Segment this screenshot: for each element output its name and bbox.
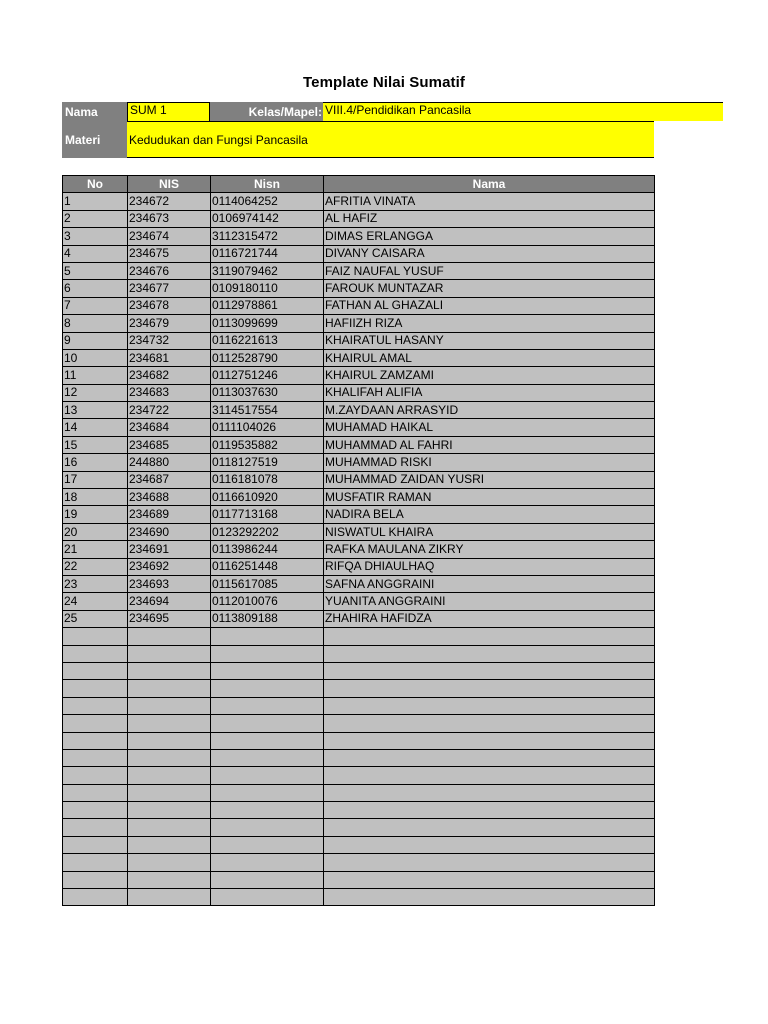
cell-nis[interactable]: 234678: [128, 297, 211, 314]
cell-nisn[interactable]: 3112315472: [211, 228, 324, 245]
table-row: [63, 523, 655, 540]
empty-table-row: [63, 732, 655, 749]
cell-nama[interactable]: [324, 871, 655, 888]
empty-table-row: [63, 836, 655, 853]
cell-nama[interactable]: [324, 715, 655, 732]
col-header-nama[interactable]: Nama: [324, 176, 655, 193]
cell-nis[interactable]: [128, 732, 211, 749]
page-title: Template Nilai Sumatif: [303, 74, 465, 91]
table-row: [63, 245, 655, 262]
cell-nis[interactable]: [128, 767, 211, 784]
cell-nisn[interactable]: [211, 645, 324, 662]
kelas-label: Kelas/Mapel:: [210, 102, 323, 121]
cell-nisn[interactable]: [211, 715, 324, 732]
empty-table-row: [63, 628, 655, 645]
cell-nisn[interactable]: 0114064252: [211, 193, 324, 210]
cell-nama[interactable]: [324, 628, 655, 645]
table-row: [63, 315, 655, 332]
empty-table-row: [63, 854, 655, 871]
cell-nis[interactable]: 234683: [128, 384, 211, 401]
empty-table-row: [63, 645, 655, 662]
cell-nama[interactable]: MUHAMMAD AL FAHRI: [324, 436, 655, 453]
cell-nama[interactable]: RAFKA MAULANA ZIKRY: [324, 541, 655, 558]
cell-nama[interactable]: MUHAMMAD RISKI: [324, 454, 655, 471]
cell-no[interactable]: 9: [63, 332, 128, 349]
cell-nisn[interactable]: [211, 680, 324, 697]
cell-nama[interactable]: RIFQA DHIAULHAQ: [324, 558, 655, 575]
table-row: [63, 349, 655, 366]
cell-nama[interactable]: AFRITIA VINATA: [324, 193, 655, 210]
cell-no[interactable]: 13: [63, 402, 128, 419]
cell-no[interactable]: 2: [63, 210, 128, 227]
cell-nis[interactable]: 234681: [128, 349, 211, 366]
cell-no[interactable]: 24: [63, 593, 128, 610]
cell-nisn[interactable]: 0113099699: [211, 315, 324, 332]
col-header-nisn[interactable]: Nisn: [211, 176, 324, 193]
table-row: [63, 541, 655, 558]
table-row: [63, 228, 655, 245]
cell-nisn[interactable]: [211, 836, 324, 853]
cell-no[interactable]: [63, 802, 128, 819]
col-header-no[interactable]: No: [63, 176, 128, 193]
cell-nis[interactable]: [128, 645, 211, 662]
table-row: [63, 280, 655, 297]
cell-nis[interactable]: 234674: [128, 228, 211, 245]
cell-nama[interactable]: NISWATUL KHAIRA: [324, 523, 655, 540]
empty-table-row: [63, 784, 655, 801]
cell-nis[interactable]: [128, 802, 211, 819]
cell-no[interactable]: 18: [63, 489, 128, 506]
table-row: [63, 332, 655, 349]
cell-nama[interactable]: [324, 749, 655, 766]
cell-nisn[interactable]: 0111104026: [211, 419, 324, 436]
nama-label: Nama: [62, 102, 127, 121]
table-body: [63, 193, 655, 906]
cell-nis[interactable]: 234690: [128, 523, 211, 540]
cell-nama[interactable]: FAIZ NAUFAL YUSUF: [324, 262, 655, 279]
cell-nis[interactable]: [128, 889, 211, 906]
cell-nis[interactable]: 234691: [128, 541, 211, 558]
table-row: [63, 575, 655, 592]
table-row: [63, 610, 655, 627]
cell-nis[interactable]: 234694: [128, 593, 211, 610]
cell-no[interactable]: 20: [63, 523, 128, 540]
cell-nis[interactable]: [128, 819, 211, 836]
cell-nisn[interactable]: 0113037630: [211, 384, 324, 401]
cell-no[interactable]: 21: [63, 541, 128, 558]
cell-nama[interactable]: [324, 889, 655, 906]
cell-nisn[interactable]: 0106974142: [211, 210, 324, 227]
cell-nis[interactable]: 234732: [128, 332, 211, 349]
cell-nis[interactable]: [128, 784, 211, 801]
cell-no[interactable]: 3: [63, 228, 128, 245]
cell-nisn[interactable]: 0112978861: [211, 297, 324, 314]
cell-nisn[interactable]: 0116221613: [211, 332, 324, 349]
cell-no[interactable]: [63, 715, 128, 732]
table-row: [63, 384, 655, 401]
cell-no[interactable]: 1: [63, 193, 128, 210]
cell-nis[interactable]: 234677: [128, 280, 211, 297]
cell-nis[interactable]: 234673: [128, 210, 211, 227]
cell-nama[interactable]: [324, 854, 655, 871]
cell-no[interactable]: [63, 819, 128, 836]
cell-no[interactable]: 17: [63, 471, 128, 488]
cell-nisn[interactable]: 0116721744: [211, 245, 324, 262]
cell-nama[interactable]: [324, 732, 655, 749]
table-row: [63, 471, 655, 488]
cell-nis[interactable]: [128, 749, 211, 766]
cell-nis[interactable]: [128, 715, 211, 732]
cell-no[interactable]: 7: [63, 297, 128, 314]
table-row: [63, 367, 655, 384]
cell-nama[interactable]: MUHAMAD HAIKAL: [324, 419, 655, 436]
cell-no[interactable]: [63, 749, 128, 766]
cell-nama[interactable]: NADIRA BELA: [324, 506, 655, 523]
table-row: [63, 436, 655, 453]
table-row: [63, 193, 655, 210]
cell-nama[interactable]: [324, 836, 655, 853]
cell-nisn[interactable]: [211, 889, 324, 906]
table-row: [63, 489, 655, 506]
cell-nama[interactable]: [324, 697, 655, 714]
cell-no[interactable]: 14: [63, 419, 128, 436]
cell-no[interactable]: 4: [63, 245, 128, 262]
cell-nisn[interactable]: [211, 697, 324, 714]
cell-nisn[interactable]: 3119079462: [211, 262, 324, 279]
cell-nisn[interactable]: [211, 732, 324, 749]
cell-nama[interactable]: [324, 819, 655, 836]
table-header-row: [63, 176, 655, 193]
table-row: [63, 506, 655, 523]
cell-nama[interactable]: [324, 767, 655, 784]
empty-table-row: [63, 767, 655, 784]
cell-no[interactable]: 10: [63, 349, 128, 366]
cell-nama[interactable]: KHALIFAH ALIFIA: [324, 384, 655, 401]
cell-nisn[interactable]: 0116251448: [211, 558, 324, 575]
empty-table-row: [63, 662, 655, 679]
cell-nama[interactable]: KHAIRATUL HASANY: [324, 332, 655, 349]
cell-no[interactable]: [63, 680, 128, 697]
cell-nama[interactable]: SAFNA ANGGRAINI: [324, 575, 655, 592]
cell-no[interactable]: [63, 784, 128, 801]
cell-nama[interactable]: MUSFATIR RAMAN: [324, 489, 655, 506]
cell-nama[interactable]: [324, 662, 655, 679]
cell-nis[interactable]: [128, 854, 211, 871]
cell-nis[interactable]: 234679: [128, 315, 211, 332]
cell-no[interactable]: 25: [63, 610, 128, 627]
cell-nama[interactable]: FATHAN AL GHAZALI: [324, 297, 655, 314]
cell-no[interactable]: [63, 854, 128, 871]
cell-nis[interactable]: 234689: [128, 506, 211, 523]
cell-nis[interactable]: [128, 836, 211, 853]
table-row: [63, 419, 655, 436]
materi-value[interactable]: Kedudukan dan Fungsi Pancasila: [127, 121, 654, 158]
cell-no[interactable]: [63, 697, 128, 714]
cell-nama[interactable]: KHAIRUL ZAMZAMI: [324, 367, 655, 384]
cell-nama[interactable]: [324, 680, 655, 697]
cell-nisn[interactable]: 0116181078: [211, 471, 324, 488]
cell-no[interactable]: [63, 732, 128, 749]
cell-nisn[interactable]: [211, 784, 324, 801]
cell-nis[interactable]: 234722: [128, 402, 211, 419]
cell-no[interactable]: 23: [63, 575, 128, 592]
cell-nisn[interactable]: 0116610920: [211, 489, 324, 506]
cell-nisn[interactable]: [211, 871, 324, 888]
cell-no[interactable]: 22: [63, 558, 128, 575]
table-row: [63, 454, 655, 471]
cell-no[interactable]: [63, 645, 128, 662]
empty-table-row: [63, 680, 655, 697]
cell-nama[interactable]: DIMAS ERLANGGA: [324, 228, 655, 245]
empty-table-row: [63, 871, 655, 888]
cell-nisn[interactable]: [211, 819, 324, 836]
cell-nis[interactable]: 234672: [128, 193, 211, 210]
cell-nis[interactable]: [128, 628, 211, 645]
cell-nisn[interactable]: [211, 749, 324, 766]
cell-no[interactable]: [63, 662, 128, 679]
cell-nama[interactable]: YUANITA ANGGRAINI: [324, 593, 655, 610]
cell-nama[interactable]: [324, 802, 655, 819]
cell-nama[interactable]: KHAIRUL AMAL: [324, 349, 655, 366]
cell-nisn[interactable]: 0119535882: [211, 436, 324, 453]
cell-nama[interactable]: ZHAHIRA HAFIDZA: [324, 610, 655, 627]
cell-nis[interactable]: 234684: [128, 419, 211, 436]
cell-nisn[interactable]: 0112528790: [211, 349, 324, 366]
cell-nisn[interactable]: [211, 767, 324, 784]
cell-nama[interactable]: AL HAFIZ: [324, 210, 655, 227]
cell-nis[interactable]: 234687: [128, 471, 211, 488]
cell-nisn[interactable]: [211, 854, 324, 871]
cell-no[interactable]: [63, 836, 128, 853]
cell-nama[interactable]: M.ZAYDAAN ARRASYID: [324, 402, 655, 419]
empty-table-row: [63, 749, 655, 766]
empty-table-row: [63, 715, 655, 732]
table-row: [63, 402, 655, 419]
cell-nisn[interactable]: 0109180110: [211, 280, 324, 297]
empty-table-row: [63, 889, 655, 906]
cell-nama[interactable]: [324, 645, 655, 662]
cell-nama[interactable]: HAFIIZH RIZA: [324, 315, 655, 332]
cell-nama[interactable]: FAROUK MUNTAZAR: [324, 280, 655, 297]
cell-nisn[interactable]: 0115617085: [211, 575, 324, 592]
cell-no[interactable]: 19: [63, 506, 128, 523]
cell-no[interactable]: 11: [63, 367, 128, 384]
cell-no[interactable]: [63, 889, 128, 906]
cell-nis[interactable]: 234682: [128, 367, 211, 384]
table-row: [63, 210, 655, 227]
nama-value[interactable]: SUM 1: [127, 102, 210, 121]
cell-no[interactable]: 15: [63, 436, 128, 453]
cell-nis[interactable]: 234692: [128, 558, 211, 575]
empty-table-row: [63, 802, 655, 819]
cell-nama[interactable]: [324, 784, 655, 801]
cell-nis[interactable]: 234693: [128, 575, 211, 592]
kelas-value[interactable]: VIII.4/Pendidikan Pancasila: [323, 102, 723, 121]
cell-no[interactable]: [63, 871, 128, 888]
cell-nis[interactable]: 244880: [128, 454, 211, 471]
cell-nis[interactable]: 234685: [128, 436, 211, 453]
cell-nisn[interactable]: 0113986244: [211, 541, 324, 558]
table-row: [63, 262, 655, 279]
table-row: [63, 297, 655, 314]
cell-nisn[interactable]: 3114517554: [211, 402, 324, 419]
cell-no[interactable]: 16: [63, 454, 128, 471]
cell-no[interactable]: 8: [63, 315, 128, 332]
student-table: [62, 175, 655, 906]
cell-nis[interactable]: [128, 697, 211, 714]
cell-no[interactable]: [63, 767, 128, 784]
cell-nisn[interactable]: 0118127519: [211, 454, 324, 471]
cell-nisn[interactable]: 0112751246: [211, 367, 324, 384]
col-header-nis[interactable]: NIS: [128, 176, 211, 193]
table-row: [63, 593, 655, 610]
cell-no[interactable]: [63, 628, 128, 645]
empty-table-row: [63, 819, 655, 836]
materi-label: Materi: [62, 121, 127, 158]
cell-nis[interactable]: 234675: [128, 245, 211, 262]
cell-nisn[interactable]: [211, 628, 324, 645]
cell-nama[interactable]: MUHAMMAD ZAIDAN YUSRI: [324, 471, 655, 488]
cell-nisn[interactable]: 0113809188: [211, 610, 324, 627]
cell-nisn[interactable]: [211, 662, 324, 679]
cell-nis[interactable]: [128, 662, 211, 679]
table-row: [63, 558, 655, 575]
cell-no[interactable]: 5: [63, 262, 128, 279]
cell-no[interactable]: 6: [63, 280, 128, 297]
cell-nisn[interactable]: [211, 802, 324, 819]
cell-nisn[interactable]: 0123292202: [211, 523, 324, 540]
cell-nisn[interactable]: 0112010076: [211, 593, 324, 610]
empty-table-row: [63, 697, 655, 714]
cell-nis[interactable]: 234676: [128, 262, 211, 279]
cell-nis[interactable]: [128, 680, 211, 697]
cell-nis[interactable]: [128, 871, 211, 888]
cell-nis[interactable]: 234688: [128, 489, 211, 506]
cell-nis[interactable]: 234695: [128, 610, 211, 627]
cell-nisn[interactable]: 0117713168: [211, 506, 324, 523]
cell-no[interactable]: 12: [63, 384, 128, 401]
cell-nama[interactable]: DIVANY CAISARA: [324, 245, 655, 262]
